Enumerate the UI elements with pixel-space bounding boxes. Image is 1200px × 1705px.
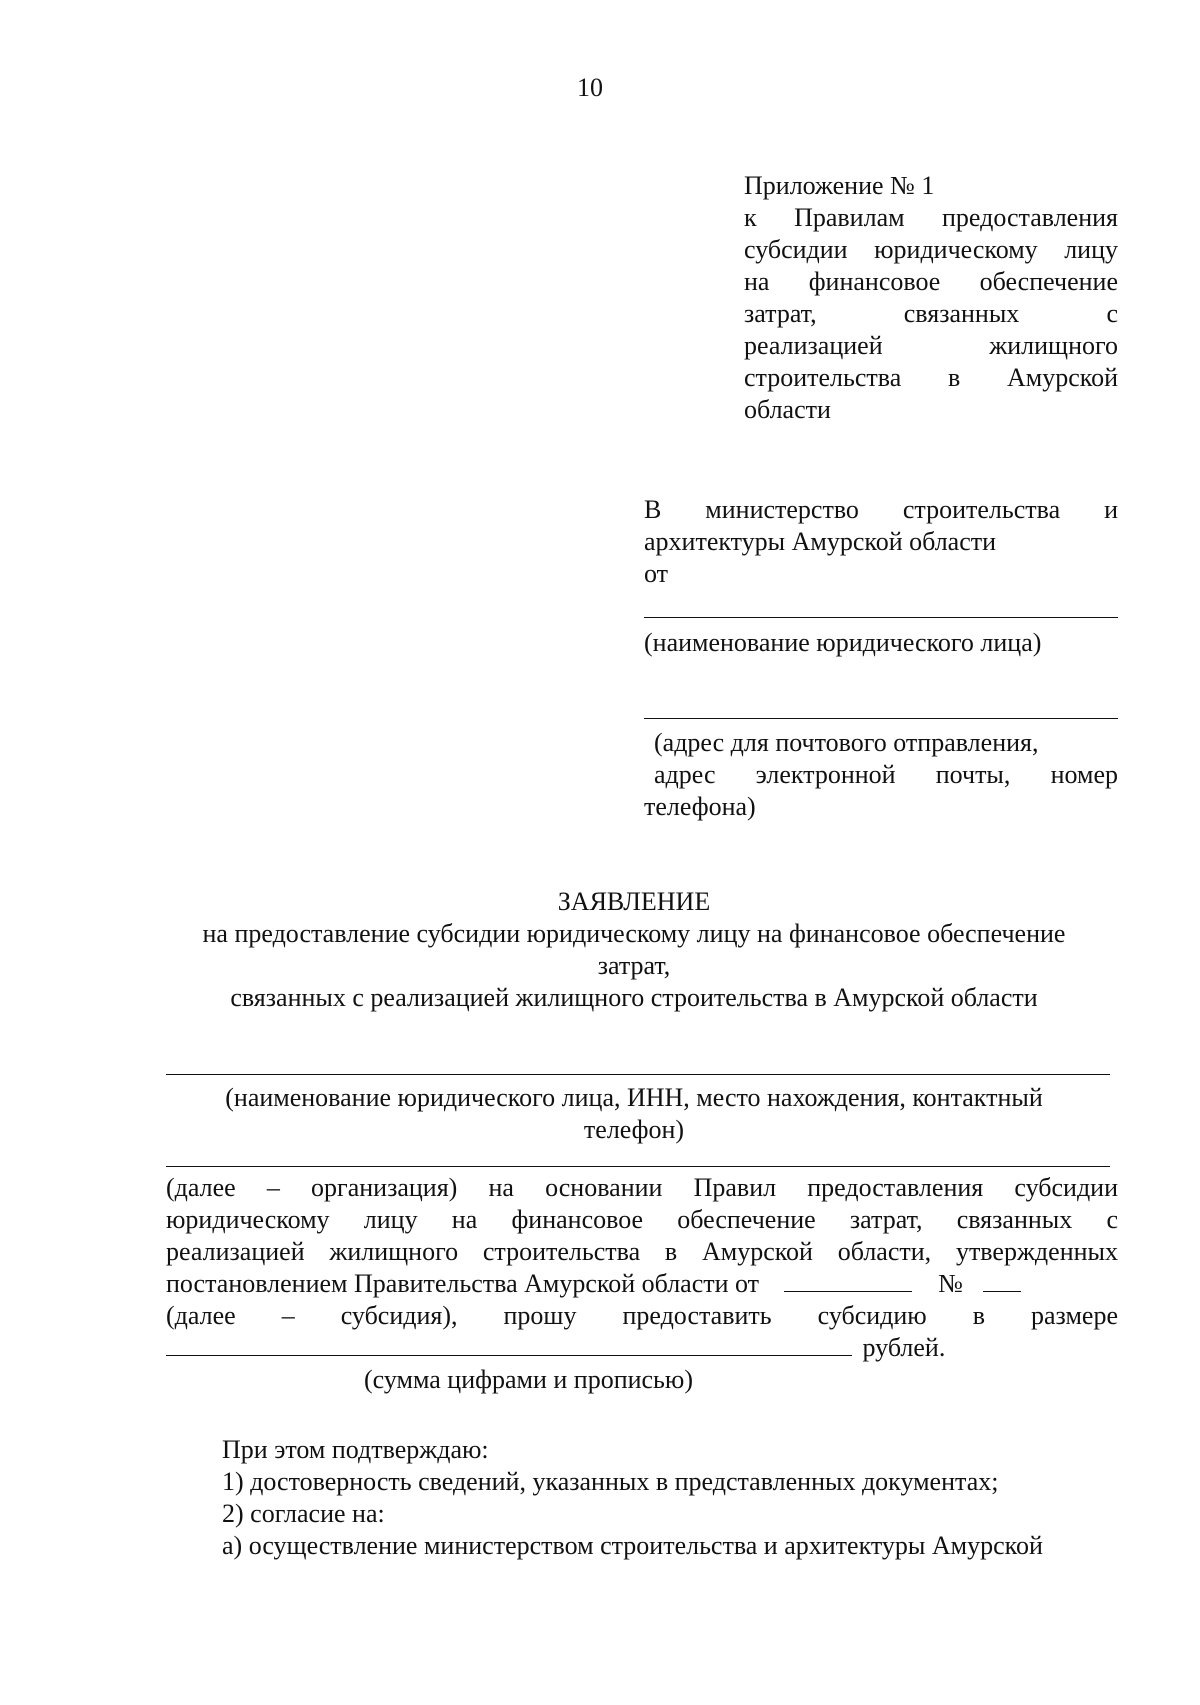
- address-caption-line: телефона): [644, 792, 756, 821]
- title-line: затрат,: [597, 951, 671, 980]
- body-line: реализацией жилищного строительства в Амурской области, утвержденных: [166, 1237, 1118, 1266]
- address-blank: [644, 718, 1118, 719]
- applicant-name-caption: (наименование юридического лица): [644, 628, 1042, 657]
- body-line-with-blanks: [166, 1268, 1118, 1300]
- confirm-line: 2) согласие на:: [222, 1499, 385, 1528]
- date-blank: [784, 1269, 912, 1292]
- applicant-details-blank: [166, 1074, 1110, 1075]
- appendix-block: [744, 170, 1118, 426]
- addressee-block: [644, 494, 1118, 590]
- amount-line: [166, 1332, 1118, 1364]
- title-line: связанных с реализацией жилищного строительства в Амурской области: [230, 983, 1038, 1012]
- body-paragraph: [166, 1172, 1118, 1396]
- body-line: юридическому лицу на финансовое обеспечение затрат, связанных с: [166, 1205, 1118, 1234]
- appendix-line: затрат, связанных с: [744, 299, 1118, 328]
- body-line: постановлением Правительства Амурской области от: [166, 1269, 760, 1298]
- address-caption-line: адрес электронной почты, номер: [654, 760, 1118, 789]
- body-line: (далее – субсидия), прошу предоставить субсидию в размере: [166, 1301, 1118, 1330]
- appendix-line: строительства в Амурской: [744, 363, 1118, 392]
- address-caption: [644, 727, 1118, 823]
- confirm-line: а) осуществление министерством строительства и архитектуры Амурской: [222, 1531, 1043, 1560]
- applicant-details-caption: [150, 1082, 1118, 1146]
- appendix-line: на финансовое обеспечение: [744, 267, 1118, 296]
- title-line: на предоставление субсидии юридическому лицу на финансовое обеспечение: [202, 919, 1066, 948]
- addressee-line: В министерство строительства и: [644, 495, 1118, 524]
- appendix-line: реализацией жилищного: [744, 331, 1118, 360]
- title-heading: ЗАЯВЛЕНИЕ: [557, 887, 711, 916]
- address-caption-line: (адрес для почтового отправления,: [654, 728, 1039, 757]
- confirm-line: При этом подтверждаю:: [222, 1435, 489, 1464]
- number-blank: [983, 1269, 1021, 1292]
- applicant-name-blank: [644, 617, 1118, 618]
- confirmation-block: [222, 1434, 1122, 1562]
- applicant-details-blank-2: [166, 1166, 1110, 1167]
- addressee-line: архитектуры Амурской области: [644, 527, 997, 556]
- appendix-line: к Правилам предоставления: [744, 203, 1118, 232]
- caption-line: телефон): [583, 1115, 685, 1144]
- sum-caption: (сумма цифрами и прописью): [364, 1365, 693, 1394]
- page-number: 10: [577, 73, 603, 102]
- caption-line: (наименование юридического лица, ИНН, место нахождения, контактный: [225, 1083, 1043, 1112]
- appendix-line: области: [744, 395, 831, 424]
- body-line: (далее – организация) на основании Правил предоставления субсидии: [166, 1173, 1118, 1202]
- document-title: [150, 886, 1118, 1014]
- appendix-line: субсидии юридическому лицу: [744, 235, 1118, 264]
- number-sign: №: [938, 1269, 963, 1298]
- appendix-line: Приложение № 1: [744, 171, 935, 200]
- rubles-label: рублей.: [862, 1333, 946, 1362]
- addressee-line: от: [644, 559, 669, 588]
- amount-blank: [166, 1333, 852, 1356]
- confirm-line: 1) достоверность сведений, указанных в представленных документах;: [222, 1467, 999, 1496]
